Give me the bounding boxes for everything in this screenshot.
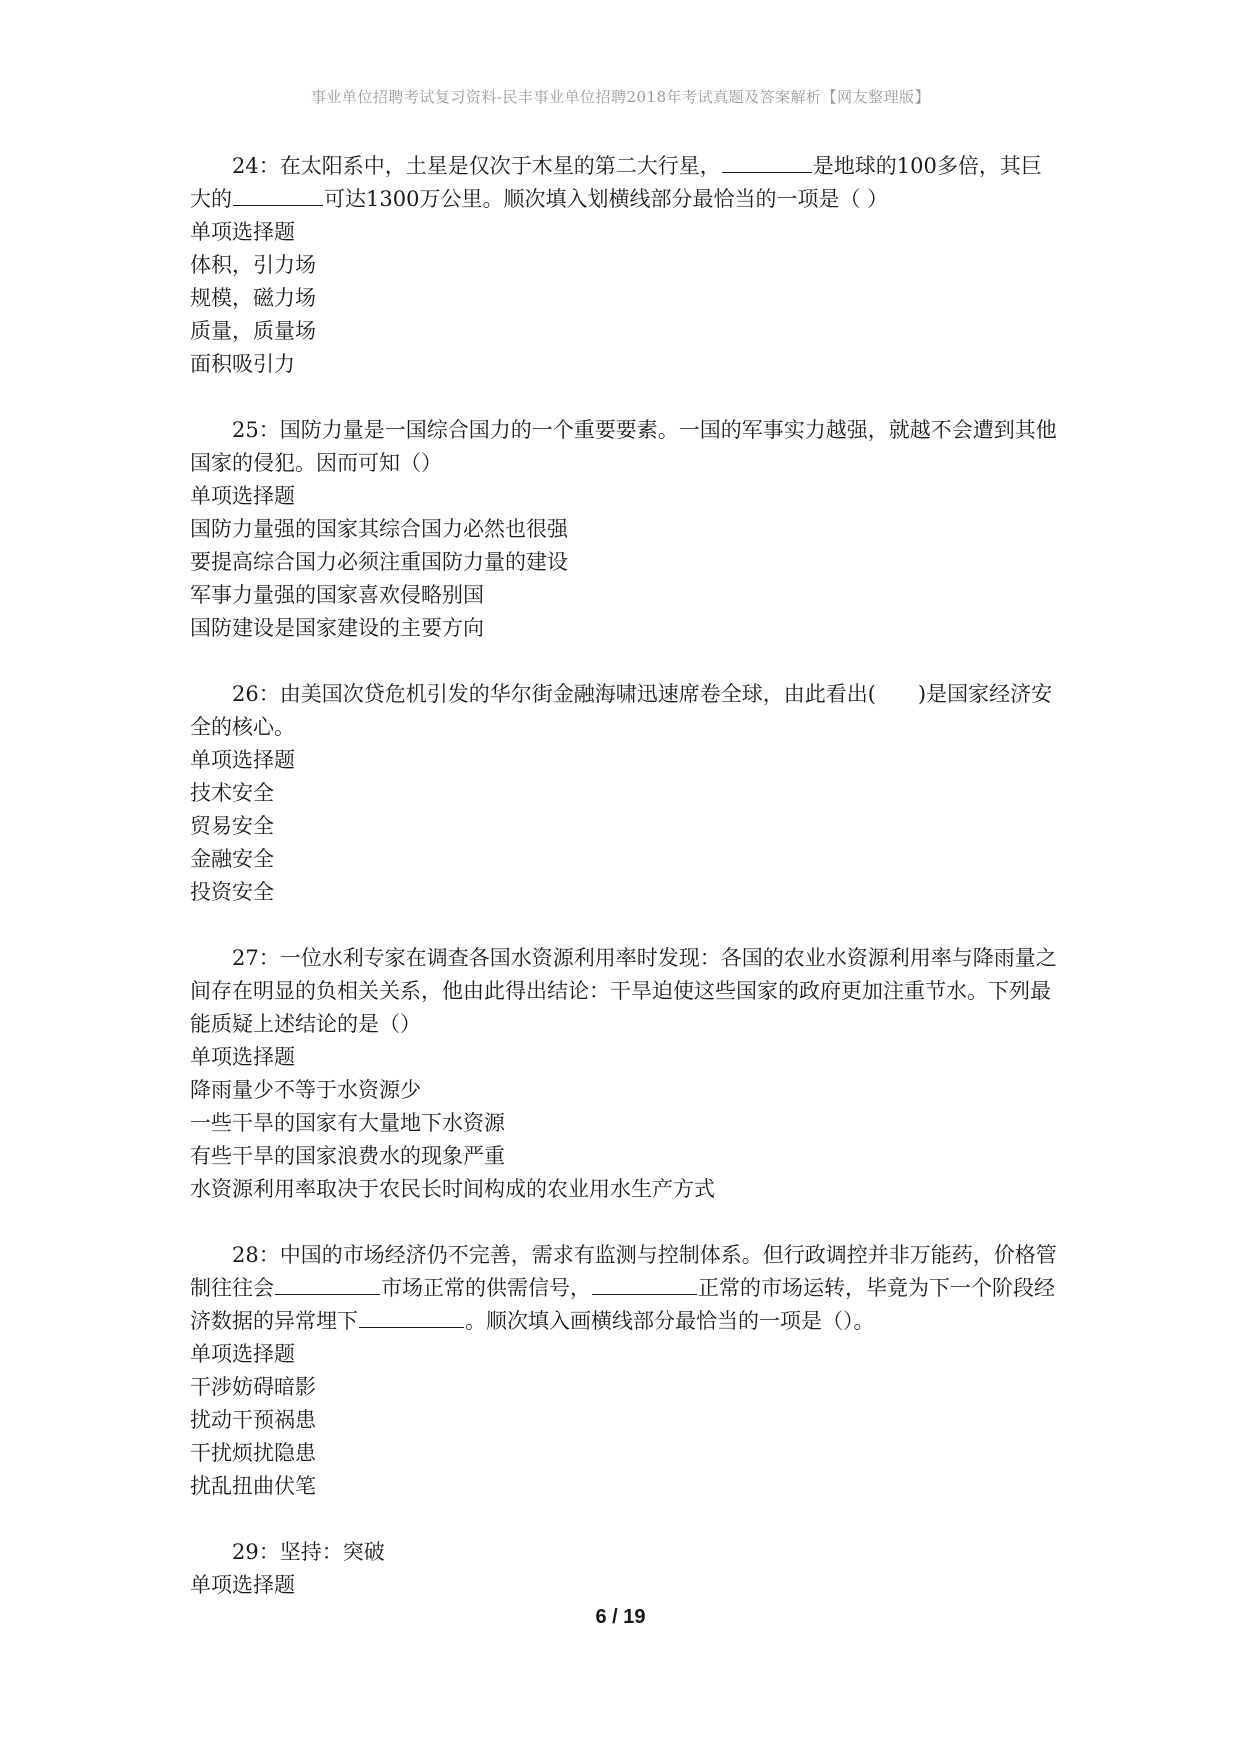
question-29 <box>190 1536 1060 1602</box>
option-b: 要提高综合国力必须注重国防力量的建设 <box>190 550 568 574</box>
option-c: 质量，质量场 <box>190 319 316 343</box>
option-d: 水资源利用率取决于农民长时间构成的农业用水生产方式 <box>190 1177 715 1201</box>
option-b: 贸易安全 <box>190 814 274 838</box>
option-a: 国防力量强的国家其综合国力必然也很强 <box>190 517 568 541</box>
question-stem <box>190 150 1060 216</box>
question-stem: 29：坚持：突破 <box>232 1540 385 1564</box>
question-type: 单项选择题 <box>190 220 295 244</box>
question-stem: 25：国防力量是一国综合国力的一个重要要素。一国的军事实力越强，就越不会遭到其他国家的侵犯。因而可知（） <box>190 418 1057 475</box>
option-a: 降雨量少不等于水资源少 <box>190 1078 421 1102</box>
stem-text: 。顺次填入画横线部分最恰当的一项是（）。 <box>465 1309 875 1333</box>
fill-blank <box>722 154 812 173</box>
option-b: 扰动干预祸患 <box>190 1408 316 1432</box>
stem-text: 可达1300万公里。顺次填入划横线部分最恰当的一项是（ ） <box>324 187 889 211</box>
option-b: 规模，磁力场 <box>190 286 316 310</box>
option-c: 干扰烦扰隐患 <box>190 1441 316 1465</box>
stem-text: 是地球的100多倍，其巨大的 <box>190 154 1042 211</box>
fill-blank <box>275 1276 380 1295</box>
question-type: 单项选择题 <box>190 1342 295 1366</box>
option-c: 有些干旱的国家浪费水的现象严重 <box>190 1144 505 1168</box>
page-header: 事业单位招聘考试复习资料-民丰事业单位招聘2018年考试真题及答案解析【网友整理版】 <box>310 88 931 106</box>
stem-text: 正常的市场运转，毕竟为下一个阶段经济数据的异常埋下 <box>190 1276 1055 1333</box>
option-c: 军事力量强的国家喜欢侵略别国 <box>190 583 484 607</box>
question-27 <box>190 942 1060 1206</box>
question-type: 单项选择题 <box>190 1045 295 1069</box>
question-24 <box>190 150 1060 381</box>
option-a: 技术安全 <box>190 781 274 805</box>
question-type: 单项选择题 <box>190 1573 295 1597</box>
question-26 <box>190 678 1060 909</box>
stem-text: 市场正常的供需信号， <box>381 1276 591 1300</box>
fill-blank <box>233 187 323 206</box>
stem-text: 24：在太阳系中，土星是仅次于木星的第二大行星， <box>232 154 721 178</box>
question-stem: 27：一位水利专家在调查各国水资源利用率时发现：各国的农业水资源利用率与降雨量之间存在明显的负相关关系，他由此得出结论：干旱迫使这些国家的政府更加注重节水。下列最能质疑上述结论的是（） <box>190 946 1057 1036</box>
option-b: 一些干旱的国家有大量地下水资源 <box>190 1111 505 1135</box>
stem-text: 28：中国的市场经济仍不完善，需求有监测与控制体系。但行政调控并非万能药，价格管制往往会 <box>190 1243 1057 1300</box>
question-25 <box>190 414 1060 645</box>
option-d: 国防建设是国家建设的主要方向 <box>190 616 484 640</box>
question-type: 单项选择题 <box>190 484 295 508</box>
question-stem <box>190 1239 1060 1338</box>
option-d: 面积吸引力 <box>190 352 295 376</box>
page-number: 6 / 19 <box>595 1606 646 1628</box>
fill-blank <box>359 1309 464 1328</box>
option-a: 体积，引力场 <box>190 253 316 277</box>
question-type: 单项选择题 <box>190 748 295 772</box>
fill-blank <box>592 1276 697 1295</box>
document-body <box>190 150 1060 1635</box>
question-28 <box>190 1239 1060 1503</box>
option-c: 金融安全 <box>190 847 274 871</box>
option-d: 投资安全 <box>190 880 274 904</box>
option-a: 干涉妨碍暗影 <box>190 1375 316 1399</box>
question-stem: 26：由美国次贷危机引发的华尔街金融海啸迅速席卷全球，由此看出( )是国家经济安全的核心。 <box>190 682 1053 739</box>
option-d: 扰乱扭曲伏笔 <box>190 1474 316 1498</box>
